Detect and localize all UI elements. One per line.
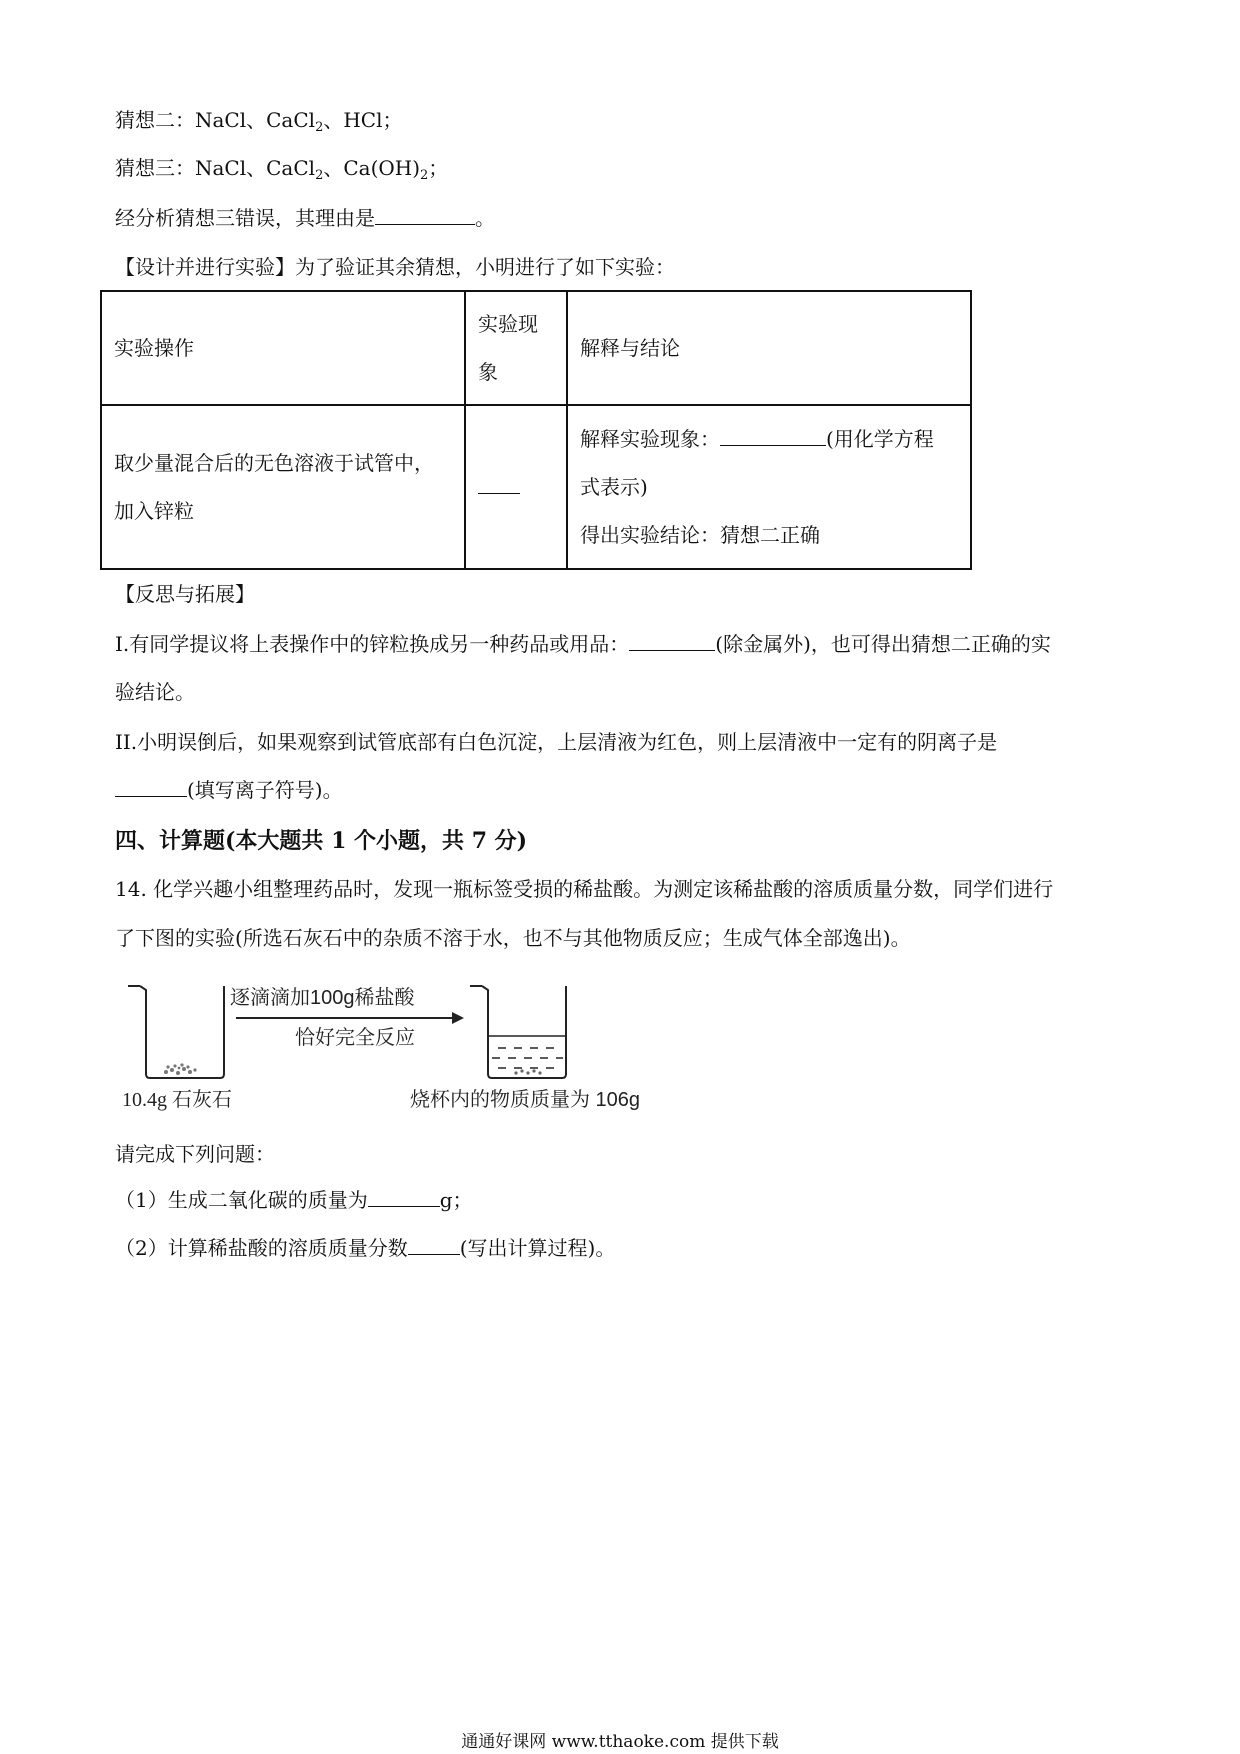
experiment-figure (120, 978, 680, 1118)
answer-blank[interactable] (375, 206, 475, 225)
left-caption: 10.4g 石灰石 (122, 1089, 232, 1111)
fraction-blank[interactable] (408, 1236, 460, 1255)
reaction-arrow (236, 1012, 464, 1024)
right-caption: 烧杯内的物质质量为 106g (410, 1089, 641, 1111)
q2-blank[interactable] (115, 778, 187, 797)
equation-blank[interactable] (720, 427, 826, 446)
limestone-particles (164, 1063, 197, 1075)
q2-line-1: II.小明误倒后，如果观察到试管底部有白色沉淀，上层清液为红色，则上层清液中一定有的阴离子是 (115, 730, 998, 754)
cell-operation: 取少量混合后的无色溶液于试管中， 加入锌粒 (101, 405, 465, 569)
residue-particles (514, 1069, 541, 1074)
ask-line: 请完成下列问题： (115, 1142, 275, 1166)
design-heading: 【设计并进行实验】为了验证其余猜想，小明进行了如下实验： (115, 255, 675, 279)
experiment-table (100, 290, 972, 570)
arrow-bottom-label: 恰好完全反应 (295, 1027, 415, 1049)
q1-line-1: I.有同学提议将上表操作中的锌粒换成另一种药品或用品： (除金属外)，也可得出猜想二正确的实 (115, 632, 1051, 656)
header-operation: 实验操作 (101, 291, 465, 405)
co2-mass-blank[interactable] (368, 1188, 440, 1207)
right-beaker (470, 986, 566, 1078)
hypothesis-3: 猜想三：NaCl、CaCl$_2$、$Ca(OH)_2$； (115, 156, 449, 183)
q1-blank[interactable] (629, 632, 715, 651)
sub-question-1: （1）生成二氧化碳的质量为 g； (115, 1188, 473, 1212)
header-phenomenon: 实验现 象 (465, 291, 567, 405)
phenomenon-blank[interactable] (478, 475, 520, 494)
hypothesis-2: 猜想二：NaCl、CaCl$_2$、HCl； (115, 108, 403, 135)
reflect-heading: 【反思与拓展】 (115, 582, 255, 606)
header-conclusion: 解释与结论 (567, 291, 971, 405)
cell-conclusion: 解释实验现象： (用化学方程 式表示) 得出实验结论：猜想二正确 (567, 405, 971, 569)
problem-14-line-2: 了下图的实验(所选石灰石中的杂质不溶于水，也不与其他物质反应；生成气体全部逸出)。 (115, 926, 911, 950)
analysis-line: 经分析猜想三错误，其理由是 。 (115, 206, 495, 230)
q2-line-2: (填写离子符号)。 (115, 776, 343, 804)
cell-phenomenon (465, 405, 567, 569)
liquid-surface (489, 1036, 565, 1068)
sub-question-2: （2）计算稀盐酸的溶质质量分数 (写出计算过程)。 (115, 1236, 616, 1260)
problem-14-line-1: 14. 化学兴趣小组整理药品时，发现一瓶标签受损的稀盐酸。为测定该稀盐酸的溶质质量分数，同学们进行 (115, 877, 1054, 901)
footer-source: 通通好课网 www.tthaoke.com 提供下载 (461, 1732, 779, 1752)
arrow-top-label: 逐滴滴加100g稀盐酸 (230, 987, 415, 1009)
section-4-title: 四、计算题(本大题共 1 个小题，共 7 分) (115, 828, 528, 854)
q1-line-2: 验结论。 (115, 680, 195, 704)
left-beaker (128, 986, 224, 1078)
